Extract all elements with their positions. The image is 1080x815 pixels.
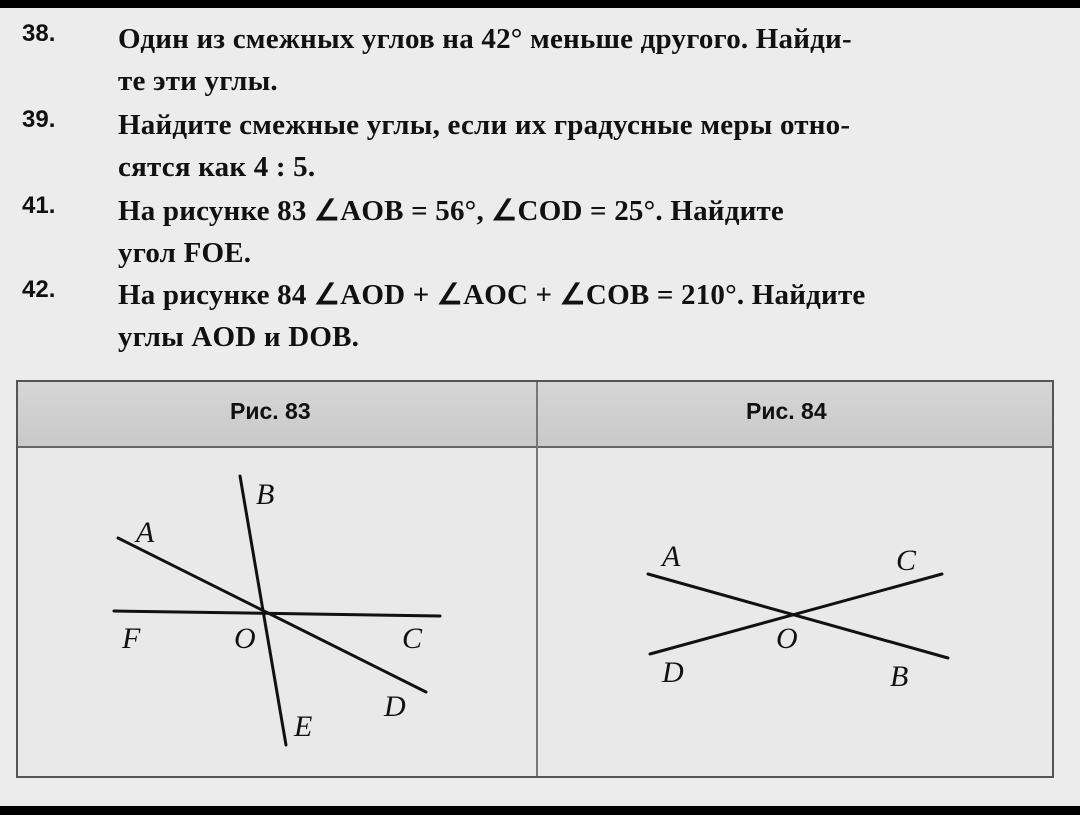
- point-label-B: B: [256, 478, 275, 511]
- point-label-D: D: [384, 690, 406, 723]
- problem-number: 42.: [22, 276, 56, 303]
- point-label-C: C: [896, 544, 917, 577]
- problem-line: На рисунке 84 ∠AOD + ∠AOC + ∠COB = 210°. Найдите: [118, 279, 866, 311]
- figures-header: [18, 382, 1052, 448]
- problem-number: 39.: [22, 106, 56, 133]
- problem-number: 41.: [22, 192, 56, 219]
- point-label-O: O: [234, 622, 256, 655]
- problem-line: углы AOD и DOB.: [118, 321, 360, 353]
- point-label-C: C: [402, 622, 423, 655]
- figure-84-title: Рис. 84: [746, 398, 827, 424]
- point-label-B: B: [890, 660, 909, 693]
- problem-text: [118, 190, 1063, 274]
- problem-text: [118, 274, 1063, 358]
- point-label-A: A: [662, 540, 681, 573]
- point-label-O: O: [776, 622, 798, 655]
- problem-line: угол FOE.: [118, 237, 252, 269]
- line-FC: [114, 611, 440, 616]
- figure-83-diagram: [18, 448, 536, 776]
- point-label-A: A: [136, 516, 155, 549]
- figure-83-title: Рис. 83: [230, 398, 311, 424]
- problem-number: 38.: [22, 20, 56, 47]
- figures-table: [16, 380, 1054, 778]
- point-label-D: D: [662, 656, 684, 689]
- problem-line: Найдите смежные углы, если их градусные меры отно-: [118, 109, 851, 141]
- problem-line: сятся как 4 : 5.: [118, 151, 316, 183]
- problem-text: [118, 104, 1063, 188]
- figure-84-diagram: [538, 448, 1052, 776]
- problem-line: те эти углы.: [118, 65, 278, 97]
- point-label-E: E: [294, 710, 313, 743]
- line-AB: [648, 574, 948, 658]
- problem-line: На рисунке 83 ∠AOB = 56°, ∠COD = 25°. Найдите: [118, 195, 784, 227]
- problem-text: [118, 18, 1063, 102]
- textbook-page: [0, 8, 1080, 806]
- point-label-F: F: [122, 622, 141, 655]
- problem-line: Один из смежных углов на 42° меньше другого. Найди-: [118, 23, 852, 55]
